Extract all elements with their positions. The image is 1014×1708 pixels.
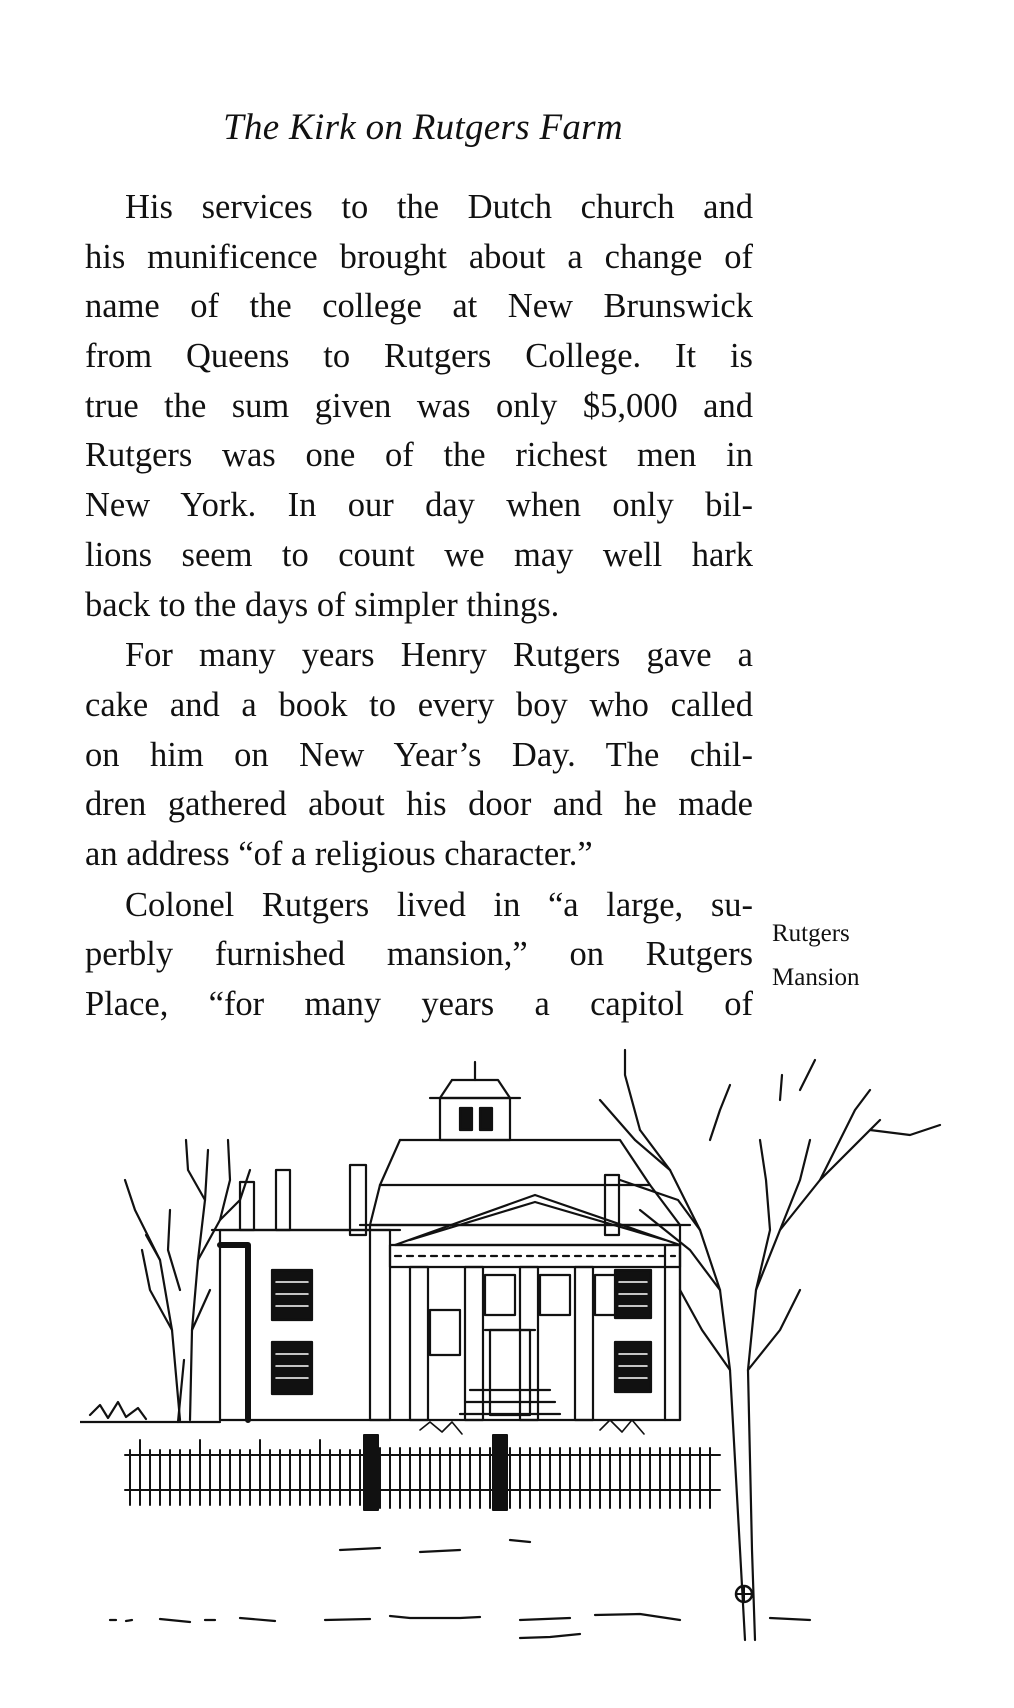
shrubbery-icon: [420, 1420, 644, 1434]
running-head: The Kirk on Rutgers Farm: [223, 107, 623, 148]
margin-note: [772, 912, 902, 1000]
text-line: on him on New Year’s Day. The chil-: [85, 735, 753, 774]
text-line: name of the college at New Brunswick: [85, 287, 753, 326]
text-line: his munificence brought about a change of: [85, 237, 753, 276]
paragraph-2: [85, 631, 753, 879]
text-line: true the sum given was only $5,000 and: [85, 386, 753, 425]
paragraph-1: [85, 183, 753, 630]
margin-note-line: Rutgers: [772, 920, 850, 947]
text-line: Rutgers was one of the richest men in: [85, 436, 753, 475]
text-line: perbly furnished mansion,” on Rutgers: [85, 935, 753, 974]
text-line: back to the days of simpler things.: [85, 585, 560, 624]
text-line: cake and a book to every boy who called: [85, 685, 753, 724]
text-line: New York. In our day when only bil-: [85, 486, 753, 525]
mansion-illustration-icon: [80, 1030, 960, 1660]
text-line: an address “of a religious character.”: [85, 834, 593, 873]
text-line: dren gathered about his door and he made: [85, 785, 753, 824]
text-line: Colonel Rutgers lived in “a large, su-: [125, 885, 753, 924]
mansion-building-icon: [212, 1062, 690, 1420]
text-line: from Queens to Rutgers College. It is: [85, 337, 753, 376]
text-line: lions seem to count we may well hark: [85, 535, 753, 574]
margin-note-line: Mansion: [772, 964, 860, 991]
text-line: His services to the Dutch church and: [125, 188, 753, 226]
text-line: For many years Henry Rutgers gave a: [125, 636, 753, 675]
left-tree-icon: [125, 1140, 250, 1422]
ground-marks-icon: [110, 1540, 810, 1638]
paragraph-3: [85, 881, 753, 1030]
text-line: Place, “for many years a capitol of: [85, 985, 753, 1023]
iron-fence-icon: [125, 1435, 720, 1510]
body-text: [85, 183, 753, 1030]
